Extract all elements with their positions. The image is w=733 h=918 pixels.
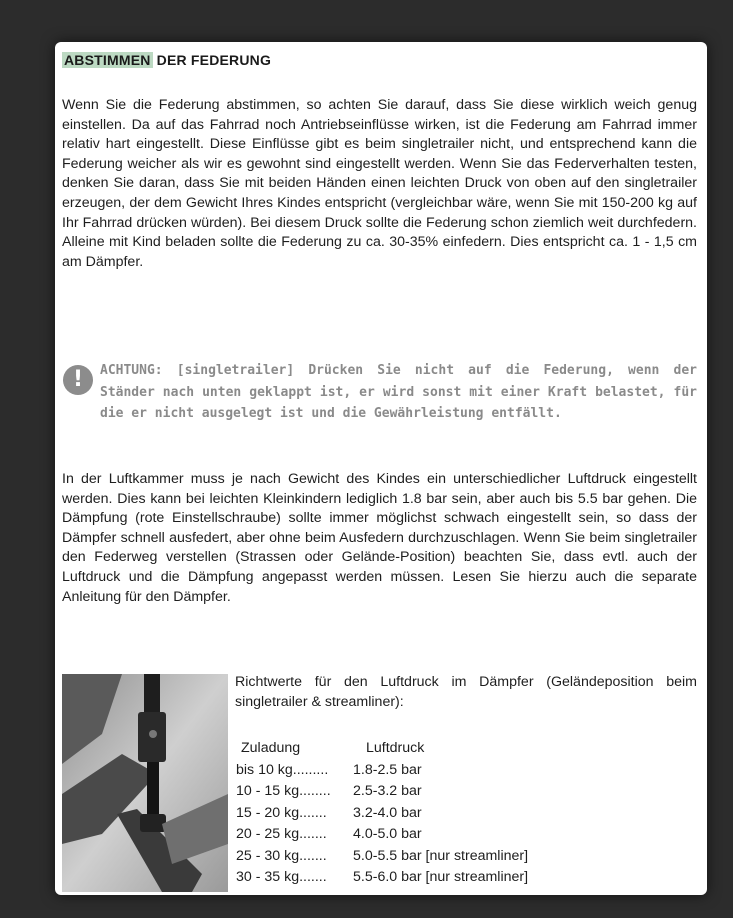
heading-highlight: ABSTIMMEN <box>64 52 151 68</box>
heading-rest: DER FEDERUNG <box>152 52 272 68</box>
guide-intro: Richtwerte für den Luftdruck im Dämpfer (Geländeposition beim singletrailer & streamliner): <box>235 674 697 710</box>
row-pressure: 3.2-4.0 bar <box>353 804 422 821</box>
row-load: 10 - 15 kg........ <box>236 783 331 799</box>
header-pressure: Luftdruck <box>366 740 425 756</box>
pressure-table <box>236 738 528 889</box>
document-page <box>55 42 707 895</box>
table-row <box>236 781 528 803</box>
row-load: 30 - 35 kg....... <box>236 869 327 885</box>
table-header <box>236 738 528 760</box>
row-load: bis 10 kg......... <box>236 761 329 778</box>
row-load: 25 - 30 kg....... <box>236 847 327 864</box>
row-pressure: 5.0-5.5 bar [nur streamliner] <box>353 847 529 864</box>
table-row <box>236 803 528 825</box>
table-row <box>236 867 528 889</box>
shock-absorber-photo <box>62 674 228 892</box>
row-load: 20 - 25 kg....... <box>236 826 327 842</box>
paragraph-air-pressure: In der Luftkammer muss je nach Gewicht des Kindes ein unterschiedlicher Luftdruck eingestellt werden. Dies kann bei leichten Kleinkindern lediglich 1.8 bar sein, aber auch bis 5.5 bar gehen. Die Dämpfung (rote Einstellschraube) sollte immer möglichst schwach eingestellt sein, so dass der Dämpfer schnell ausfedert, aber ohne beim Ausfedern durchzuschlagen. Wenn Sie beim singletrailer den Federweg verstellen (Strassen oder Gelände-Position) beachten Sie, dass evtl. auch der Luftdruck und die Dämpfung angepasst werden müssen. Lesen Sie hierzu auch die separate Anleitung für den Dämpfer. <box>62 471 697 605</box>
table-row <box>236 846 528 868</box>
paragraph-suspension-tuning: Wenn Sie die Federung abstimmen, so achten Sie darauf, dass Sie diese wirklich weich genug einstellen. Da auf das Fahrrad noch Antriebseinflüsse wirken, ist die Federung am Fahrrad immer relativ hart eingestellt. Diese Einflüsse gibt es beim singletrailer nicht, und entsprechend kann die Federung weicher als wir es gewohnt sind eingestellt werden. Wenn Sie das Federverhalten testen, denken Sie daran, dass Sie mit beiden Händen einen leichten Druck von oben auf den singletrailer erzeugen, der dem Gewicht Ihres Kindes entspricht (vergleichbar wäre, wenn Sie mit 150-200 kg auf Ihr Fahrrad drücken würden). Bei diesem Druck sollte die Federung schon ziemlich weit durchfedern. Alleine mit Kind beladen sollte die Federung zu ca. 30-35% einfedern. Dies entspricht ca. 1 - 1,5 cm am Dämpfer. <box>62 97 697 270</box>
row-pressure: 2.5-3.2 bar <box>353 783 422 799</box>
row-pressure: 5.5-6.0 bar [nur streamliner] <box>353 869 529 885</box>
warning-text: ACHTUNG: [singletrailer] Drücken Sie nicht auf die Federung, wenn der Ständer nach unten geklappt ist, er wird sonst mit einer Kraft belastet, für die er nicht ausgelegt ist und die Gewährleistung entfällt. <box>100 363 697 421</box>
header-load: Zuladung <box>241 740 301 756</box>
row-pressure: 4.0-5.0 bar <box>353 826 422 842</box>
section-heading <box>62 52 271 68</box>
shock-absorber-illustration <box>62 674 228 892</box>
table-row <box>236 760 528 782</box>
row-load: 15 - 20 kg....... <box>236 804 327 821</box>
table-row <box>236 824 528 846</box>
exclamation-icon: ! <box>63 365 93 395</box>
row-pressure: 1.8-2.5 bar <box>353 761 422 778</box>
